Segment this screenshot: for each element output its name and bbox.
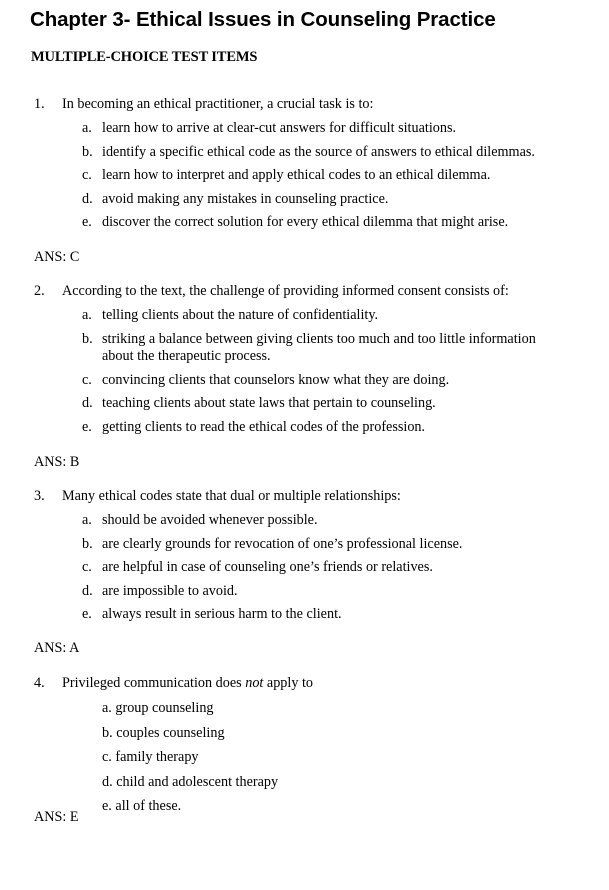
option-letter: e. [82, 606, 92, 622]
option-letter: a. [82, 512, 92, 528]
option-letter: e. [82, 214, 92, 230]
option-list-2 [0, 307, 609, 436]
question-stem-3 [0, 486, 609, 506]
option-list-4 [0, 700, 609, 816]
question-text-2: According to the text, the challenge of providing informed consent consists of: [62, 283, 509, 299]
option-1-e[interactable] [0, 214, 609, 232]
option-4-d[interactable] [0, 774, 609, 792]
answer-3: ANS: A [34, 640, 80, 656]
option-2-e[interactable] [0, 419, 609, 437]
option-4-a[interactable] [0, 700, 609, 718]
option-2-b[interactable] [0, 331, 609, 366]
question-number-2: 2. [34, 283, 45, 299]
option-list-1 [0, 120, 609, 232]
question-text-4-emphasis: not [245, 675, 264, 691]
option-text: c. family therapy [102, 749, 199, 765]
option-text: striking a balance between giving clients too much and too little information about the therapeutic process. [102, 330, 536, 364]
option-letter: c. [82, 167, 92, 183]
answer-1: ANS: C [34, 249, 80, 265]
option-text: a. group counseling [102, 700, 214, 716]
question-stem-2 [0, 281, 609, 301]
option-4-c[interactable] [0, 749, 609, 767]
option-letter: b. [82, 143, 93, 160]
option-3-d[interactable] [0, 583, 609, 601]
question-block-2 [0, 281, 609, 436]
option-letter: c. [82, 559, 92, 575]
option-letter: a. [82, 307, 92, 323]
section-heading: MULTIPLE-CHOICE TEST ITEMS [31, 49, 258, 65]
option-3-a[interactable] [0, 512, 609, 530]
question-stem-1 [0, 94, 609, 114]
option-3-e[interactable] [0, 606, 609, 624]
question-text-1: In becoming an ethical practitioner, a crucial task is to: [62, 96, 374, 112]
option-text: b. couples counseling [102, 724, 225, 741]
option-text: are impossible to avoid. [102, 582, 238, 599]
question-block-3 [0, 486, 609, 624]
option-text: should be avoided whenever possible. [102, 512, 318, 528]
question-text-4-part1: Privileged communication does [62, 675, 246, 691]
option-text: are helpful in case of counseling one’s friends or relatives. [102, 559, 433, 575]
option-text: learn how to arrive at clear-cut answers for difficult situations. [102, 120, 457, 136]
option-letter: a. [82, 120, 92, 136]
question-number-4: 4. [34, 675, 45, 691]
question-text-4-part2: apply to [263, 675, 314, 691]
option-text: telling clients about the nature of confidentiality. [102, 307, 379, 323]
option-1-d[interactable] [0, 191, 609, 209]
option-text: getting clients to read the ethical codes of the profession. [102, 418, 426, 435]
option-text: identify a specific ethical code as the source of answers to ethical dilemmas. [102, 143, 535, 160]
option-text: d. child and adolescent therapy [102, 773, 279, 790]
option-letter: d. [82, 395, 93, 411]
answer-4: ANS: E [34, 809, 79, 825]
option-4-e[interactable] [0, 798, 609, 816]
option-letter: b. [82, 535, 93, 552]
option-2-d[interactable] [0, 395, 609, 413]
option-text: e. all of these. [102, 798, 182, 814]
option-text: discover the correct solution for every ethical dilemma that might arise. [102, 214, 509, 230]
option-3-c[interactable] [0, 559, 609, 577]
option-text: avoid making any mistakes in counseling practice. [102, 190, 389, 207]
option-letter: d. [82, 582, 93, 599]
option-list-3 [0, 512, 609, 624]
answer-2: ANS: B [34, 454, 80, 470]
option-letter: b. [82, 330, 93, 347]
question-number-1: 1. [34, 96, 45, 112]
option-4-b[interactable] [0, 725, 609, 743]
option-text: convincing clients that counselors know what they are doing. [102, 371, 450, 388]
option-text: always result in serious harm to the client. [102, 606, 342, 622]
option-text: teaching clients about state laws that pertain to counseling. [102, 395, 436, 411]
option-1-b[interactable] [0, 144, 609, 162]
option-letter: c. [82, 371, 92, 388]
option-text: learn how to interpret and apply ethical codes to an ethical dilemma. [102, 167, 491, 183]
option-letter: e. [82, 418, 92, 435]
option-3-b[interactable] [0, 536, 609, 554]
question-stem-4 [0, 673, 609, 693]
option-1-a[interactable] [0, 120, 609, 138]
question-block-4 [0, 673, 609, 816]
option-1-c[interactable] [0, 167, 609, 185]
option-2-c[interactable] [0, 372, 609, 390]
option-2-a[interactable] [0, 307, 609, 325]
page-title: Chapter 3- Ethical Issues in Counseling Practice [30, 8, 496, 31]
option-text: are clearly grounds for revocation of one’s professional license. [102, 535, 463, 552]
option-letter: d. [82, 190, 93, 207]
question-block-1 [0, 94, 609, 232]
question-number-3: 3. [34, 488, 45, 504]
question-text-3: Many ethical codes state that dual or multiple relationships: [62, 488, 401, 504]
